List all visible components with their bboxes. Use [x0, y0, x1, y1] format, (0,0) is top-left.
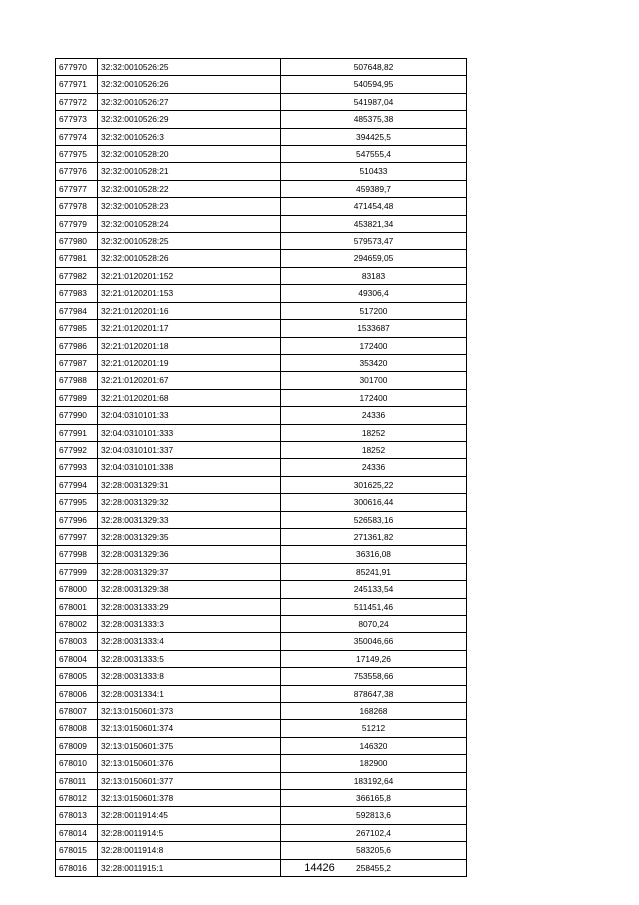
value-cell: 753558,66	[281, 668, 467, 685]
table-row	[56, 198, 467, 215]
value-cell: 300616,44	[281, 494, 467, 511]
cadastral-number-cell: 32:32:0010528:23	[98, 198, 281, 215]
row-id-cell: 677989	[56, 389, 98, 406]
cadastral-number-cell: 32:28:0031329:31	[98, 476, 281, 493]
row-id-cell: 677984	[56, 302, 98, 319]
value-cell: 245133,54	[281, 581, 467, 598]
table-row	[56, 824, 467, 841]
cadastral-number-cell: 32:21:0120201:16	[98, 302, 281, 319]
row-id-cell: 677980	[56, 233, 98, 250]
table-row	[56, 650, 467, 667]
row-id-cell: 677976	[56, 163, 98, 180]
table-row	[56, 407, 467, 424]
cadastral-number-cell: 32:04:0310101:333	[98, 424, 281, 441]
row-id-cell: 677978	[56, 198, 98, 215]
row-id-cell: 677974	[56, 128, 98, 145]
value-cell: 83183	[281, 267, 467, 284]
row-id-cell: 677973	[56, 111, 98, 128]
value-cell: 168268	[281, 703, 467, 720]
table-row	[56, 302, 467, 319]
value-cell: 878647,38	[281, 685, 467, 702]
table-row	[56, 511, 467, 528]
table-body	[56, 59, 467, 877]
cadastral-number-cell: 32:28:0031333:29	[98, 598, 281, 615]
cadastral-number-cell: 32:13:0150601:373	[98, 703, 281, 720]
table-row	[56, 267, 467, 284]
row-id-cell: 677990	[56, 407, 98, 424]
row-id-cell: 677996	[56, 511, 98, 528]
cadastral-number-cell: 32:04:0310101:338	[98, 459, 281, 476]
table-row	[56, 494, 467, 511]
cadastral-number-cell: 32:13:0150601:378	[98, 790, 281, 807]
row-id-cell: 677970	[56, 59, 98, 76]
row-id-cell: 677979	[56, 215, 98, 232]
value-cell: 1533687	[281, 320, 467, 337]
cadastral-number-cell: 32:13:0150601:374	[98, 720, 281, 737]
value-cell: 182900	[281, 755, 467, 772]
value-cell: 353420	[281, 354, 467, 371]
table-row	[56, 59, 467, 76]
table-row	[56, 233, 467, 250]
row-id-cell: 677983	[56, 285, 98, 302]
cadastral-number-cell: 32:13:0150601:376	[98, 755, 281, 772]
cadastral-number-cell: 32:28:0031334:1	[98, 685, 281, 702]
table-row	[56, 476, 467, 493]
row-id-cell: 677987	[56, 354, 98, 371]
row-id-cell: 678000	[56, 581, 98, 598]
row-id-cell: 678015	[56, 842, 98, 859]
row-id-cell: 677993	[56, 459, 98, 476]
row-id-cell: 677994	[56, 476, 98, 493]
value-cell: 366165,8	[281, 790, 467, 807]
row-id-cell: 678013	[56, 807, 98, 824]
table-row	[56, 372, 467, 389]
cadastral-number-cell: 32:32:0010528:20	[98, 146, 281, 163]
value-cell: 485375,38	[281, 111, 467, 128]
cadastral-number-cell: 32:13:0150601:377	[98, 772, 281, 789]
table-row	[56, 337, 467, 354]
value-cell: 183192,64	[281, 772, 467, 789]
row-id-cell: 678008	[56, 720, 98, 737]
table-row	[56, 163, 467, 180]
row-id-cell: 678010	[56, 755, 98, 772]
row-id-cell: 678007	[56, 703, 98, 720]
row-id-cell: 678016	[56, 859, 98, 876]
value-cell: 172400	[281, 337, 467, 354]
table-row	[56, 546, 467, 563]
cadastral-number-cell: 32:32:0010526:29	[98, 111, 281, 128]
cadastral-number-cell: 32:32:0010528:25	[98, 233, 281, 250]
cadastral-number-cell: 32:32:0010528:21	[98, 163, 281, 180]
cadastral-number-cell: 32:13:0150601:375	[98, 737, 281, 754]
table-row	[56, 528, 467, 545]
table-row	[56, 720, 467, 737]
value-cell: 540594,95	[281, 76, 467, 93]
table-row	[56, 76, 467, 93]
value-cell: 510433	[281, 163, 467, 180]
row-id-cell: 678003	[56, 633, 98, 650]
cadastral-number-cell: 32:28:0031329:35	[98, 528, 281, 545]
value-cell: 301700	[281, 372, 467, 389]
table-row	[56, 441, 467, 458]
cadastral-number-cell: 32:21:0120201:152	[98, 267, 281, 284]
value-cell: 172400	[281, 389, 467, 406]
value-cell: 258455,2	[281, 859, 467, 876]
table-row	[56, 146, 467, 163]
value-cell: 541987,04	[281, 93, 467, 110]
cadastral-number-cell: 32:28:0031333:5	[98, 650, 281, 667]
table-row	[56, 633, 467, 650]
value-cell: 517200	[281, 302, 467, 319]
table-row	[56, 180, 467, 197]
value-cell: 17149,26	[281, 650, 467, 667]
cadastral-number-cell: 32:28:0031333:8	[98, 668, 281, 685]
value-cell: 579573,47	[281, 233, 467, 250]
cadastral-number-cell: 32:21:0120201:68	[98, 389, 281, 406]
cadastral-number-cell: 32:21:0120201:67	[98, 372, 281, 389]
table-row	[56, 790, 467, 807]
value-cell: 18252	[281, 424, 467, 441]
table-row	[56, 320, 467, 337]
row-id-cell: 677986	[56, 337, 98, 354]
value-cell: 592813,6	[281, 807, 467, 824]
table-row	[56, 389, 467, 406]
cadastral-number-cell: 32:32:0010526:27	[98, 93, 281, 110]
table-row	[56, 685, 467, 702]
value-cell: 453821,34	[281, 215, 467, 232]
value-cell: 350046,66	[281, 633, 467, 650]
row-id-cell: 677985	[56, 320, 98, 337]
value-cell: 526583,16	[281, 511, 467, 528]
cadastral-number-cell: 32:32:0010526:3	[98, 128, 281, 145]
cadastral-number-cell: 32:28:0031329:32	[98, 494, 281, 511]
value-cell: 24336	[281, 459, 467, 476]
row-id-cell: 677995	[56, 494, 98, 511]
table-row	[56, 285, 467, 302]
value-cell: 471454,48	[281, 198, 467, 215]
row-id-cell: 678006	[56, 685, 98, 702]
row-id-cell: 677971	[56, 76, 98, 93]
row-id-cell: 677991	[56, 424, 98, 441]
cadastral-value-table	[55, 58, 467, 877]
table-row	[56, 703, 467, 720]
value-cell: 459389,7	[281, 180, 467, 197]
row-id-cell: 677981	[56, 250, 98, 267]
value-cell: 18252	[281, 441, 467, 458]
cadastral-number-cell: 32:21:0120201:18	[98, 337, 281, 354]
cadastral-number-cell: 32:32:0010526:26	[98, 76, 281, 93]
row-id-cell: 677998	[56, 546, 98, 563]
cadastral-number-cell: 32:21:0120201:19	[98, 354, 281, 371]
table-row	[56, 842, 467, 859]
cadastral-number-cell: 32:04:0310101:33	[98, 407, 281, 424]
value-cell: 511451,46	[281, 598, 467, 615]
table-row	[56, 616, 467, 633]
row-id-cell: 677975	[56, 146, 98, 163]
row-id-cell: 677992	[56, 441, 98, 458]
value-cell: 49306,4	[281, 285, 467, 302]
value-cell: 8070,24	[281, 616, 467, 633]
value-cell: 51212	[281, 720, 467, 737]
value-cell: 271361,82	[281, 528, 467, 545]
table-row	[56, 111, 467, 128]
cadastral-number-cell: 32:28:0031329:37	[98, 563, 281, 580]
row-id-cell: 677972	[56, 93, 98, 110]
cadastral-number-cell: 32:21:0120201:17	[98, 320, 281, 337]
cadastral-number-cell: 32:28:0011915:1	[98, 859, 281, 876]
cadastral-number-cell: 32:28:0031333:3	[98, 616, 281, 633]
table-row	[56, 93, 467, 110]
value-cell: 36316,08	[281, 546, 467, 563]
table-row	[56, 354, 467, 371]
row-id-cell: 678002	[56, 616, 98, 633]
table-row	[56, 598, 467, 615]
cadastral-number-cell: 32:28:0031329:33	[98, 511, 281, 528]
cadastral-number-cell: 32:28:0031329:36	[98, 546, 281, 563]
table-row	[56, 424, 467, 441]
row-id-cell: 678011	[56, 772, 98, 789]
row-id-cell: 678014	[56, 824, 98, 841]
table-row	[56, 581, 467, 598]
table-row	[56, 755, 467, 772]
cadastral-number-cell: 32:28:0031329:38	[98, 581, 281, 598]
row-id-cell: 678004	[56, 650, 98, 667]
value-cell: 394425,5	[281, 128, 467, 145]
table-row	[56, 215, 467, 232]
cadastral-number-cell: 32:32:0010528:26	[98, 250, 281, 267]
table-row	[56, 563, 467, 580]
cadastral-number-cell: 32:28:0011914:8	[98, 842, 281, 859]
row-id-cell: 677977	[56, 180, 98, 197]
table-row	[56, 459, 467, 476]
value-cell: 267102,4	[281, 824, 467, 841]
value-cell: 507648,82	[281, 59, 467, 76]
cadastral-number-cell: 32:21:0120201:153	[98, 285, 281, 302]
cadastral-number-cell: 32:28:0011914:5	[98, 824, 281, 841]
row-id-cell: 677988	[56, 372, 98, 389]
value-cell: 583205,6	[281, 842, 467, 859]
value-cell: 301625,22	[281, 476, 467, 493]
table-row	[56, 772, 467, 789]
value-cell: 294659,05	[281, 250, 467, 267]
value-cell: 146320	[281, 737, 467, 754]
row-id-cell: 678001	[56, 598, 98, 615]
value-cell: 547555,4	[281, 146, 467, 163]
cadastral-number-cell: 32:32:0010526:25	[98, 59, 281, 76]
cadastral-number-cell: 32:28:0031333:4	[98, 633, 281, 650]
row-id-cell: 678009	[56, 737, 98, 754]
cadastral-number-cell: 32:04:0310101:337	[98, 441, 281, 458]
row-id-cell: 677999	[56, 563, 98, 580]
table-row	[56, 128, 467, 145]
row-id-cell: 678005	[56, 668, 98, 685]
table-row	[56, 807, 467, 824]
row-id-cell: 678012	[56, 790, 98, 807]
page-number: 14426	[304, 862, 335, 874]
cadastral-number-cell: 32:32:0010528:22	[98, 180, 281, 197]
table-row	[56, 668, 467, 685]
table-row	[56, 737, 467, 754]
table-row	[56, 250, 467, 267]
cadastral-number-cell: 32:32:0010528:24	[98, 215, 281, 232]
cadastral-number-cell: 32:28:0011914:45	[98, 807, 281, 824]
row-id-cell: 677982	[56, 267, 98, 284]
row-id-cell: 677997	[56, 528, 98, 545]
value-cell: 85241,91	[281, 563, 467, 580]
value-cell: 24336	[281, 407, 467, 424]
